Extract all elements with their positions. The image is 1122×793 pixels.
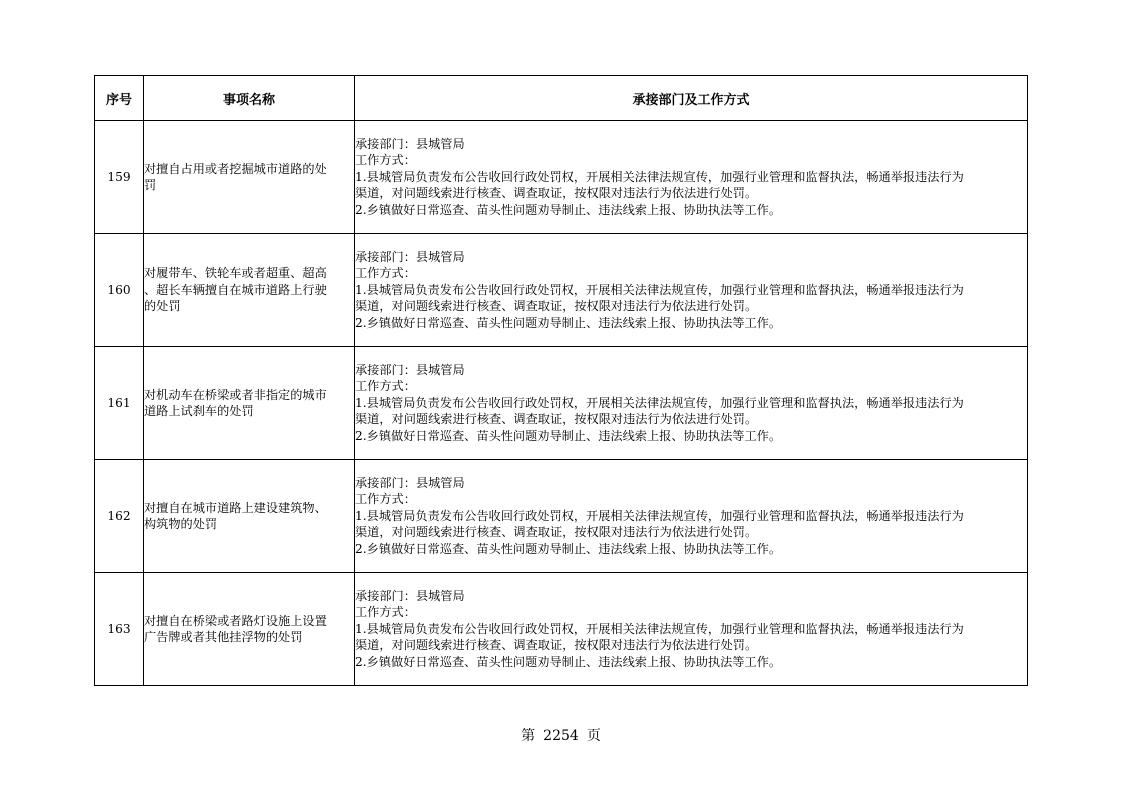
header-serial-number: 序号 <box>95 76 144 121</box>
item-name-line: 广告牌或者其他挂浮物的处罚 <box>144 630 303 644</box>
serial-number-cell: 159 <box>95 121 144 234</box>
method-line: 2.乡镇做好日常巡查、苗头性问题劝导制止、违法线索上报、协助执法等工作。 <box>355 428 782 443</box>
method-line: 承接部门：县城管局 <box>355 136 465 151</box>
page-prefix: 第 <box>521 728 536 744</box>
item-name-line: 对履带车、铁轮车或者超重、超高 <box>144 266 327 281</box>
method-line: 1.县城管局负责发布公告收回行政处罚权，开展相关法律法规宣传，加强行业管理和监督执法，畅通举报违法行为 <box>355 395 964 410</box>
table-body <box>95 121 1028 686</box>
table-row <box>95 573 1028 686</box>
department-method-cell <box>355 121 1028 234</box>
table-row <box>95 234 1028 347</box>
method-line: 渠道，对问题线索进行核查、调查取证，按权限对违法行为依法进行处罚。 <box>355 638 758 653</box>
table-row <box>95 460 1028 573</box>
serial-number-cell: 160 <box>95 234 144 347</box>
page-suffix: 页 <box>586 728 601 744</box>
department-method-cell <box>355 573 1028 686</box>
method-line: 承接部门：县城管局 <box>355 362 465 377</box>
page-number: 2254 <box>543 728 579 744</box>
method-line: 渠道，对问题线索进行核查、调查取证，按权限对违法行为依法进行处罚。 <box>355 186 758 201</box>
department-method-cell <box>355 347 1028 460</box>
serial-number-cell: 162 <box>95 460 144 573</box>
items-table <box>94 75 1028 686</box>
method-line: 2.乡镇做好日常巡查、苗头性问题劝导制止、违法线索上报、协助执法等工作。 <box>355 315 782 330</box>
page-number-footer <box>0 725 1122 745</box>
item-name-line: 对机动车在桥梁或者非指定的城市 <box>144 387 327 402</box>
method-line: 工作方式： <box>355 379 416 394</box>
department-method-cell <box>355 460 1028 573</box>
method-line: 1.县城管局负责发布公告收回行政处罚权，开展相关法律法规宣传，加强行业管理和监督执法，畅通举报违法行为 <box>355 169 964 184</box>
item-name-line: 对擅自占用或者挖掘城市道路的处 <box>144 161 327 176</box>
department-method-cell <box>355 234 1028 347</box>
method-line: 2.乡镇做好日常巡查、苗头性问题劝导制止、违法线索上报、协助执法等工作。 <box>355 541 782 556</box>
item-name-cell <box>144 573 355 686</box>
method-line: 工作方式： <box>355 153 416 168</box>
method-line: 1.县城管局负责发布公告收回行政处罚权，开展相关法律法规宣传，加强行业管理和监督执法，畅通举报违法行为 <box>355 282 964 297</box>
method-line: 承接部门：县城管局 <box>355 588 465 603</box>
item-name-line: 的处罚 <box>144 299 181 314</box>
table-row <box>95 347 1028 460</box>
header-department-method: 承接部门及工作方式 <box>355 76 1028 121</box>
item-name-line: 罚 <box>144 178 157 192</box>
item-name-line: 对擅自在桥梁或者路灯设施上设置 <box>144 613 327 628</box>
method-line: 工作方式： <box>355 266 416 281</box>
method-line: 渠道，对问题线索进行核查、调查取证，按权限对违法行为依法进行处罚。 <box>355 525 758 540</box>
table-row <box>95 121 1028 234</box>
item-name-cell <box>144 121 355 234</box>
method-line: 渠道，对问题线索进行核查、调查取证，按权限对违法行为依法进行处罚。 <box>355 412 758 427</box>
method-line: 1.县城管局负责发布公告收回行政处罚权，开展相关法律法规宣传，加强行业管理和监督执法，畅通举报违法行为 <box>355 508 964 523</box>
item-name-cell <box>144 460 355 573</box>
method-line: 工作方式： <box>355 492 416 507</box>
method-line: 1.县城管局负责发布公告收回行政处罚权，开展相关法律法规宣传，加强行业管理和监督执法，畅通举报违法行为 <box>355 621 964 636</box>
method-line: 承接部门：县城管局 <box>355 249 465 264</box>
method-line: 工作方式： <box>355 605 416 620</box>
header-item-name: 事项名称 <box>144 76 355 121</box>
serial-number-cell: 163 <box>95 573 144 686</box>
item-name-cell <box>144 234 355 347</box>
method-line: 2.乡镇做好日常巡查、苗头性问题劝导制止、违法线索上报、协助执法等工作。 <box>355 654 782 669</box>
serial-number-cell: 161 <box>95 347 144 460</box>
item-name-cell <box>144 347 355 460</box>
item-name-line: 、超长车辆擅自在城市道路上行驶 <box>144 282 327 297</box>
method-line: 承接部门：县城管局 <box>355 475 465 490</box>
item-name-line: 对擅自在城市道路上建设建筑物、 <box>144 500 327 515</box>
item-name-line: 构筑物的处罚 <box>144 517 218 531</box>
item-name-line: 道路上试刹车的处罚 <box>144 404 254 418</box>
method-line: 渠道，对问题线索进行核查、调查取证，按权限对违法行为依法进行处罚。 <box>355 299 758 314</box>
method-line: 2.乡镇做好日常巡查、苗头性问题劝导制止、违法线索上报、协助执法等工作。 <box>355 202 782 217</box>
table-header-row <box>95 76 1028 121</box>
